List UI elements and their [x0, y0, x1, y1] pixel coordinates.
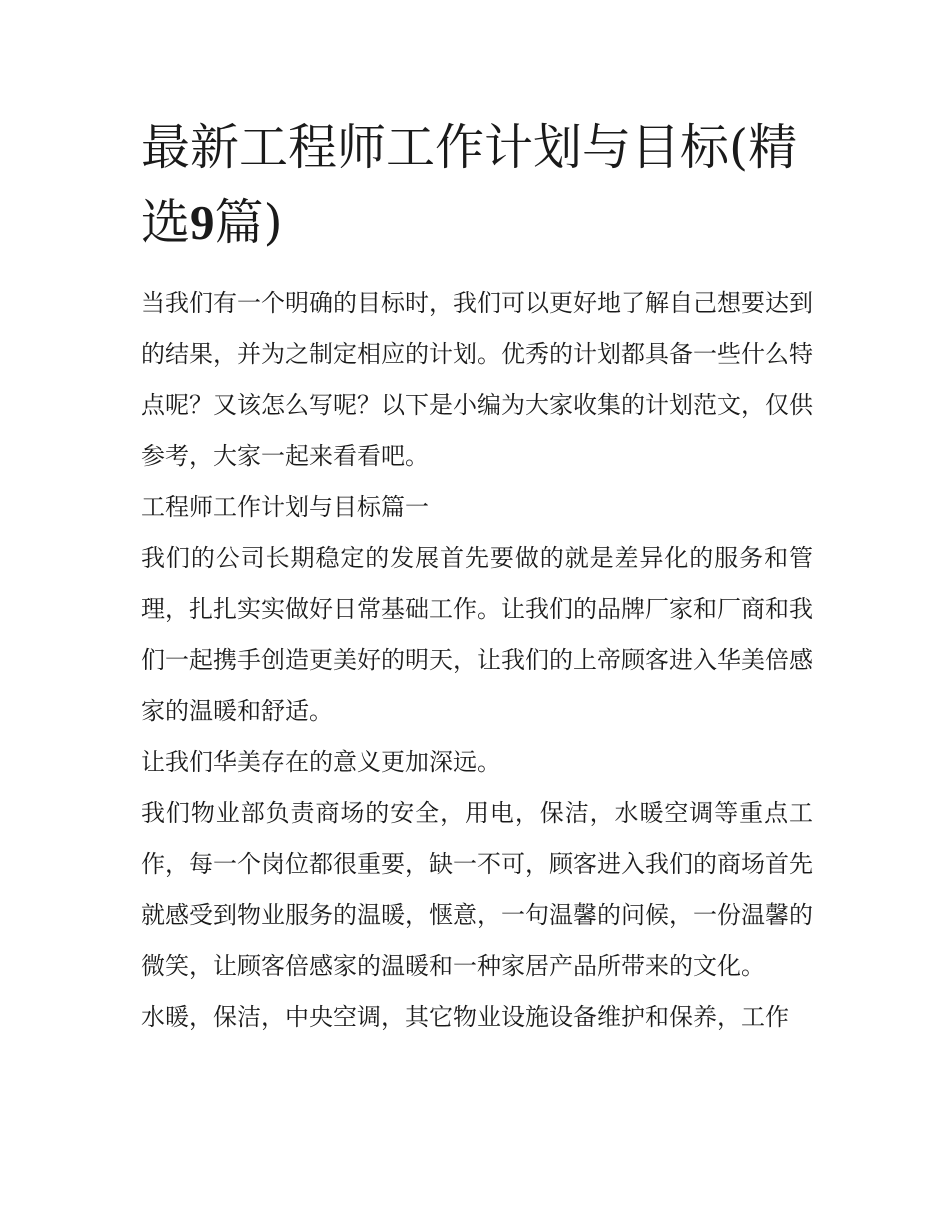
- title-part-2: 篇): [214, 194, 283, 251]
- title-part-2-prefix: 选: [141, 194, 191, 251]
- body-paragraph: 我们物业部负责商场的安全，用电，保洁，水暖空调等重点工作，每一个岗位都很重要，缺一不可，顾客进入我们的商场首先就感受到物业服务的温暖，惬意，一句温馨的问候，一份温馨的微笑，让顾客倍感家的温暖和一种家居产品所带来的文化。: [141, 799, 813, 980]
- title-part-1: 最新工程师工作计划与目标(精: [141, 119, 798, 176]
- intro-paragraph: 当我们有一个明确的目标时，我们可以更好地了解自己想要达到的结果，并为之制定相应的计划。优秀的计划都具备一些什么特点呢？又该怎么写呢？以下是小编为大家收集的计划范文，仅供参考，大家一起来看看吧。: [141, 289, 813, 470]
- body-paragraph: 我们的公司长期稳定的发展首先要做的就是差异化的服务和管理，扎扎实实做好日常基础工作。让我们的品牌厂家和厂商和我们一起携手创造更美好的明天，让我们的上帝顾客进入华美倍感家的温暖和舒适。: [141, 544, 813, 725]
- document-body: [141, 278, 813, 1043]
- body-paragraph: 让我们华美存在的意义更加深远。: [141, 748, 501, 776]
- document-content: [141, 110, 813, 1043]
- section-heading: 工程师工作计划与目标篇一: [141, 493, 429, 521]
- body-paragraph: 水暖，保洁，中央空调，其它物业设施设备维护和保养，工作: [141, 1003, 789, 1031]
- title-number: 9: [190, 195, 215, 250]
- document-title: [141, 110, 813, 260]
